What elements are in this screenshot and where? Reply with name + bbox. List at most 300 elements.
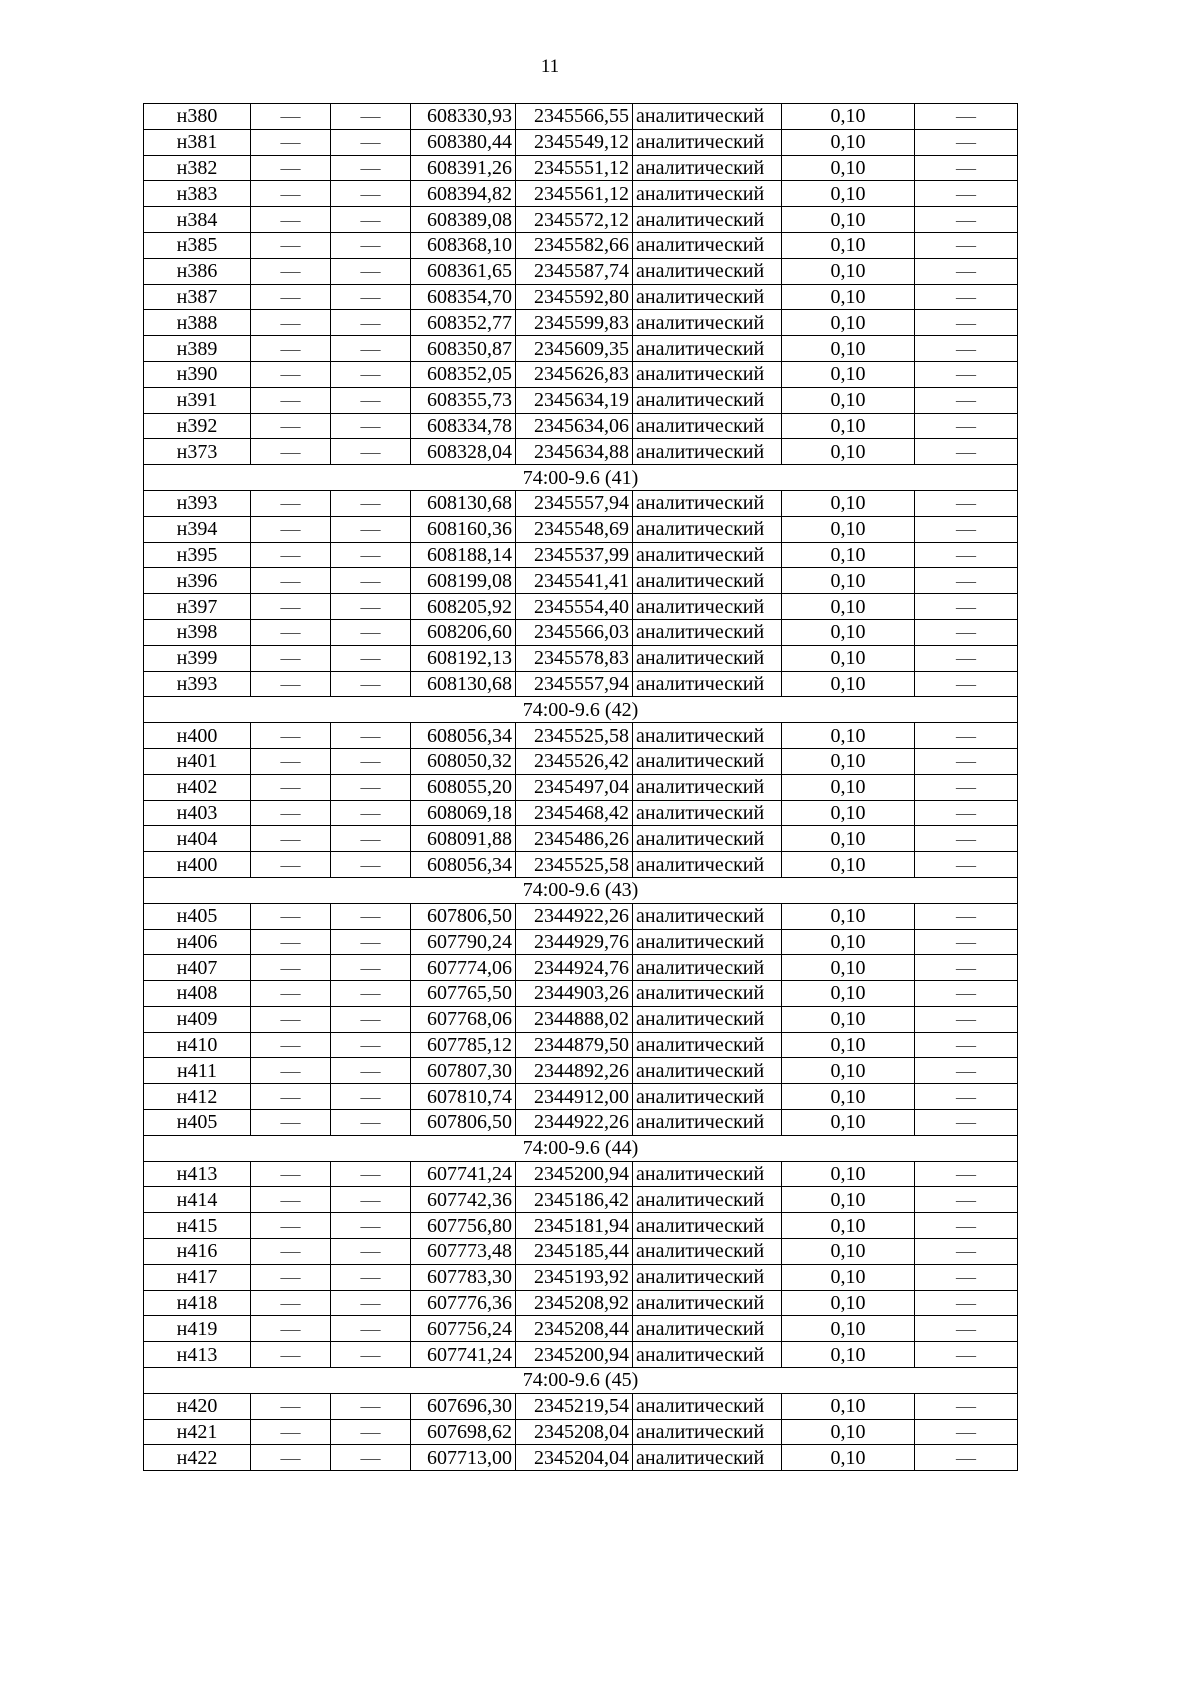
description-cell: — — [915, 439, 1018, 465]
x-coordinate-cell: 608352,05 — [411, 361, 516, 387]
old-y-cell: — — [331, 645, 411, 671]
old-x-cell: — — [251, 671, 331, 697]
method-cell: аналитический — [633, 181, 782, 207]
y-coordinate-cell: 2345497,04 — [516, 774, 633, 800]
description-cell: — — [915, 1006, 1018, 1032]
accuracy-cell: 0,10 — [782, 852, 915, 878]
y-coordinate-cell: 2345486,26 — [516, 826, 633, 852]
method-cell: аналитический — [633, 1445, 782, 1471]
point-name-cell: н414 — [144, 1187, 251, 1213]
y-coordinate-cell: 2345541,41 — [516, 568, 633, 594]
old-x-cell: — — [251, 645, 331, 671]
x-coordinate-cell: 607768,06 — [411, 1006, 516, 1032]
table-row — [144, 1084, 1018, 1110]
accuracy-cell: 0,10 — [782, 310, 915, 336]
y-coordinate-cell: 2345557,94 — [516, 671, 633, 697]
point-name-cell: н384 — [144, 207, 251, 233]
table-row — [144, 929, 1018, 955]
old-x-cell: — — [251, 1084, 331, 1110]
x-coordinate-cell: 607698,62 — [411, 1419, 516, 1445]
x-coordinate-cell: 608188,14 — [411, 542, 516, 568]
accuracy-cell: 0,10 — [782, 1032, 915, 1058]
accuracy-cell: 0,10 — [782, 1393, 915, 1419]
old-x-cell: — — [251, 1264, 331, 1290]
accuracy-cell: 0,10 — [782, 800, 915, 826]
section-title: 74:00-9.6 (41) — [144, 465, 1018, 491]
description-cell: — — [915, 929, 1018, 955]
x-coordinate-cell: 608055,20 — [411, 774, 516, 800]
table-row — [144, 748, 1018, 774]
method-cell: аналитический — [633, 800, 782, 826]
y-coordinate-cell: 2344912,00 — [516, 1084, 633, 1110]
accuracy-cell: 0,10 — [782, 1290, 915, 1316]
x-coordinate-cell: 607807,30 — [411, 1058, 516, 1084]
description-cell: — — [915, 1161, 1018, 1187]
old-y-cell: — — [331, 955, 411, 981]
x-coordinate-cell: 607756,24 — [411, 1316, 516, 1342]
old-y-cell: — — [331, 1058, 411, 1084]
old-y-cell: — — [331, 1445, 411, 1471]
point-name-cell: н421 — [144, 1419, 251, 1445]
description-cell: — — [915, 1290, 1018, 1316]
method-cell: аналитический — [633, 1239, 782, 1265]
table-row — [144, 1264, 1018, 1290]
accuracy-cell: 0,10 — [782, 1342, 915, 1368]
accuracy-cell: 0,10 — [782, 1110, 915, 1136]
table-row — [144, 774, 1018, 800]
old-x-cell: — — [251, 207, 331, 233]
x-coordinate-cell: 608130,68 — [411, 671, 516, 697]
description-cell: — — [915, 903, 1018, 929]
point-name-cell: н418 — [144, 1290, 251, 1316]
description-cell: — — [915, 232, 1018, 258]
table-row — [144, 155, 1018, 181]
table-row — [144, 1032, 1018, 1058]
old-y-cell: — — [331, 1290, 411, 1316]
old-y-cell: — — [331, 1316, 411, 1342]
method-cell: аналитический — [633, 1161, 782, 1187]
y-coordinate-cell: 2345208,04 — [516, 1419, 633, 1445]
table-row — [144, 439, 1018, 465]
x-coordinate-cell: 607756,80 — [411, 1213, 516, 1239]
method-cell: аналитический — [633, 413, 782, 439]
x-coordinate-cell: 608394,82 — [411, 181, 516, 207]
table-row — [144, 800, 1018, 826]
method-cell: аналитический — [633, 1006, 782, 1032]
old-x-cell: — — [251, 129, 331, 155]
method-cell: аналитический — [633, 619, 782, 645]
old-x-cell: — — [251, 1213, 331, 1239]
old-x-cell: — — [251, 490, 331, 516]
x-coordinate-cell: 607765,50 — [411, 981, 516, 1007]
y-coordinate-cell: 2345578,83 — [516, 645, 633, 671]
x-coordinate-cell: 607785,12 — [411, 1032, 516, 1058]
x-coordinate-cell: 608192,13 — [411, 645, 516, 671]
accuracy-cell: 0,10 — [782, 645, 915, 671]
old-x-cell: — — [251, 1032, 331, 1058]
accuracy-cell: 0,10 — [782, 258, 915, 284]
old-y-cell: — — [331, 258, 411, 284]
method-cell: аналитический — [633, 129, 782, 155]
old-x-cell: — — [251, 232, 331, 258]
y-coordinate-cell: 2345548,69 — [516, 516, 633, 542]
point-name-cell: н422 — [144, 1445, 251, 1471]
y-coordinate-cell: 2345566,03 — [516, 619, 633, 645]
old-x-cell: — — [251, 619, 331, 645]
y-coordinate-cell: 2345561,12 — [516, 181, 633, 207]
point-name-cell: н390 — [144, 361, 251, 387]
accuracy-cell: 0,10 — [782, 1445, 915, 1471]
table-row — [144, 1290, 1018, 1316]
description-cell: — — [915, 181, 1018, 207]
point-name-cell: н406 — [144, 929, 251, 955]
description-cell: — — [915, 774, 1018, 800]
old-y-cell: — — [331, 310, 411, 336]
table-row — [144, 516, 1018, 542]
old-y-cell: — — [331, 1239, 411, 1265]
method-cell: аналитический — [633, 826, 782, 852]
old-y-cell: — — [331, 490, 411, 516]
point-name-cell: н415 — [144, 1213, 251, 1239]
method-cell: аналитический — [633, 1419, 782, 1445]
y-coordinate-cell: 2345525,58 — [516, 723, 633, 749]
method-cell: аналитический — [633, 929, 782, 955]
y-coordinate-cell: 2345587,74 — [516, 258, 633, 284]
description-cell: — — [915, 516, 1018, 542]
section-title: 74:00-9.6 (44) — [144, 1135, 1018, 1161]
accuracy-cell: 0,10 — [782, 129, 915, 155]
accuracy-cell: 0,10 — [782, 413, 915, 439]
table-row — [144, 1239, 1018, 1265]
old-y-cell: — — [331, 723, 411, 749]
point-name-cell: н403 — [144, 800, 251, 826]
old-y-cell: — — [331, 1084, 411, 1110]
accuracy-cell: 0,10 — [782, 387, 915, 413]
description-cell: — — [915, 387, 1018, 413]
description-cell: — — [915, 336, 1018, 362]
point-name-cell: н401 — [144, 748, 251, 774]
accuracy-cell: 0,10 — [782, 284, 915, 310]
description-cell: — — [915, 155, 1018, 181]
accuracy-cell: 0,10 — [782, 1213, 915, 1239]
old-y-cell: — — [331, 516, 411, 542]
description-cell: — — [915, 723, 1018, 749]
x-coordinate-cell: 608205,92 — [411, 594, 516, 620]
description-cell: — — [915, 1316, 1018, 1342]
table-row — [144, 361, 1018, 387]
old-y-cell: — — [331, 542, 411, 568]
old-x-cell: — — [251, 1187, 331, 1213]
point-name-cell: н402 — [144, 774, 251, 800]
accuracy-cell: 0,10 — [782, 1187, 915, 1213]
y-coordinate-cell: 2344922,26 — [516, 1110, 633, 1136]
point-name-cell: н385 — [144, 232, 251, 258]
old-x-cell: — — [251, 1393, 331, 1419]
x-coordinate-cell: 607741,24 — [411, 1161, 516, 1187]
method-cell: аналитический — [633, 852, 782, 878]
y-coordinate-cell: 2344888,02 — [516, 1006, 633, 1032]
description-cell: — — [915, 955, 1018, 981]
section-header-row — [144, 697, 1018, 723]
y-coordinate-cell: 2345634,06 — [516, 413, 633, 439]
old-x-cell: — — [251, 155, 331, 181]
method-cell: аналитический — [633, 542, 782, 568]
accuracy-cell: 0,10 — [782, 336, 915, 362]
old-x-cell: — — [251, 1006, 331, 1032]
x-coordinate-cell: 608389,08 — [411, 207, 516, 233]
old-y-cell: — — [331, 903, 411, 929]
method-cell: аналитический — [633, 258, 782, 284]
point-name-cell: н373 — [144, 439, 251, 465]
old-y-cell: — — [331, 568, 411, 594]
point-name-cell: н392 — [144, 413, 251, 439]
table-row — [144, 104, 1018, 130]
accuracy-cell: 0,10 — [782, 671, 915, 697]
table-row — [144, 1419, 1018, 1445]
old-x-cell: — — [251, 1419, 331, 1445]
table-row — [144, 387, 1018, 413]
y-coordinate-cell: 2345566,55 — [516, 104, 633, 130]
method-cell: аналитический — [633, 645, 782, 671]
method-cell: аналитический — [633, 361, 782, 387]
old-y-cell: — — [331, 1161, 411, 1187]
accuracy-cell: 0,10 — [782, 207, 915, 233]
page-number: 11 — [540, 56, 560, 77]
accuracy-cell: 0,10 — [782, 1058, 915, 1084]
method-cell: аналитический — [633, 594, 782, 620]
x-coordinate-cell: 608050,32 — [411, 748, 516, 774]
method-cell: аналитический — [633, 207, 782, 233]
point-name-cell: н405 — [144, 903, 251, 929]
y-coordinate-cell: 2345186,42 — [516, 1187, 633, 1213]
point-name-cell: н407 — [144, 955, 251, 981]
old-y-cell: — — [331, 774, 411, 800]
description-cell: — — [915, 413, 1018, 439]
table-row — [144, 671, 1018, 697]
old-x-cell: — — [251, 104, 331, 130]
description-cell: — — [915, 594, 1018, 620]
description-cell: — — [915, 284, 1018, 310]
x-coordinate-cell: 607773,48 — [411, 1239, 516, 1265]
accuracy-cell: 0,10 — [782, 929, 915, 955]
y-coordinate-cell: 2345609,35 — [516, 336, 633, 362]
method-cell: аналитический — [633, 1264, 782, 1290]
method-cell: аналитический — [633, 981, 782, 1007]
point-name-cell: н396 — [144, 568, 251, 594]
method-cell: аналитический — [633, 310, 782, 336]
old-y-cell: — — [331, 929, 411, 955]
accuracy-cell: 0,10 — [782, 439, 915, 465]
method-cell: аналитический — [633, 1032, 782, 1058]
old-x-cell: — — [251, 439, 331, 465]
y-coordinate-cell: 2345554,40 — [516, 594, 633, 620]
old-x-cell: — — [251, 594, 331, 620]
old-y-cell: — — [331, 619, 411, 645]
point-name-cell: н411 — [144, 1058, 251, 1084]
method-cell: аналитический — [633, 104, 782, 130]
old-x-cell: — — [251, 826, 331, 852]
old-x-cell: — — [251, 723, 331, 749]
old-x-cell: — — [251, 929, 331, 955]
table-row — [144, 1110, 1018, 1136]
description-cell: — — [915, 852, 1018, 878]
old-y-cell: — — [331, 1187, 411, 1213]
old-y-cell: — — [331, 155, 411, 181]
description-cell: — — [915, 310, 1018, 336]
old-y-cell: — — [331, 1032, 411, 1058]
old-y-cell: — — [331, 413, 411, 439]
description-cell: — — [915, 981, 1018, 1007]
x-coordinate-cell: 607810,74 — [411, 1084, 516, 1110]
x-coordinate-cell: 608328,04 — [411, 439, 516, 465]
accuracy-cell: 0,10 — [782, 1161, 915, 1187]
old-y-cell: — — [331, 232, 411, 258]
method-cell: аналитический — [633, 516, 782, 542]
point-name-cell: н399 — [144, 645, 251, 671]
x-coordinate-cell: 607774,06 — [411, 955, 516, 981]
table-row — [144, 903, 1018, 929]
old-x-cell: — — [251, 413, 331, 439]
accuracy-cell: 0,10 — [782, 1006, 915, 1032]
point-name-cell: н405 — [144, 1110, 251, 1136]
old-y-cell: — — [331, 800, 411, 826]
point-name-cell: н408 — [144, 981, 251, 1007]
description-cell: — — [915, 645, 1018, 671]
x-coordinate-cell: 608056,34 — [411, 723, 516, 749]
old-x-cell: — — [251, 310, 331, 336]
method-cell: аналитический — [633, 284, 782, 310]
old-x-cell: — — [251, 1342, 331, 1368]
description-cell: — — [915, 1445, 1018, 1471]
x-coordinate-cell: 608380,44 — [411, 129, 516, 155]
description-cell: — — [915, 542, 1018, 568]
accuracy-cell: 0,10 — [782, 723, 915, 749]
table-row — [144, 1213, 1018, 1239]
table-row — [144, 181, 1018, 207]
table-row — [144, 1161, 1018, 1187]
description-cell: — — [915, 1264, 1018, 1290]
y-coordinate-cell: 2345592,80 — [516, 284, 633, 310]
method-cell: аналитический — [633, 955, 782, 981]
x-coordinate-cell: 608330,93 — [411, 104, 516, 130]
method-cell: аналитический — [633, 232, 782, 258]
section-header-row — [144, 1368, 1018, 1394]
table-row — [144, 490, 1018, 516]
table-row — [144, 826, 1018, 852]
old-y-cell: — — [331, 284, 411, 310]
old-y-cell: — — [331, 361, 411, 387]
x-coordinate-cell: 608199,08 — [411, 568, 516, 594]
old-x-cell: — — [251, 1239, 331, 1265]
old-x-cell: — — [251, 516, 331, 542]
x-coordinate-cell: 608206,60 — [411, 619, 516, 645]
method-cell: аналитический — [633, 336, 782, 362]
section-header-row — [144, 1135, 1018, 1161]
accuracy-cell: 0,10 — [782, 774, 915, 800]
description-cell: — — [915, 1110, 1018, 1136]
old-x-cell: — — [251, 1161, 331, 1187]
table-row — [144, 207, 1018, 233]
y-coordinate-cell: 2345204,04 — [516, 1445, 633, 1471]
description-cell: — — [915, 568, 1018, 594]
x-coordinate-cell: 608354,70 — [411, 284, 516, 310]
accuracy-cell: 0,10 — [782, 1264, 915, 1290]
x-coordinate-cell: 607783,30 — [411, 1264, 516, 1290]
x-coordinate-cell: 608091,88 — [411, 826, 516, 852]
y-coordinate-cell: 2345185,44 — [516, 1239, 633, 1265]
x-coordinate-cell: 608160,36 — [411, 516, 516, 542]
table-row — [144, 723, 1018, 749]
point-name-cell: н380 — [144, 104, 251, 130]
table-row — [144, 542, 1018, 568]
y-coordinate-cell: 2345551,12 — [516, 155, 633, 181]
table-row — [144, 619, 1018, 645]
old-x-cell: — — [251, 1445, 331, 1471]
old-y-cell: — — [331, 671, 411, 697]
old-x-cell: — — [251, 774, 331, 800]
description-cell: — — [915, 1058, 1018, 1084]
table-row — [144, 981, 1018, 1007]
table-row — [144, 645, 1018, 671]
y-coordinate-cell: 2345208,92 — [516, 1290, 633, 1316]
old-x-cell: — — [251, 542, 331, 568]
y-coordinate-cell: 2345200,94 — [516, 1161, 633, 1187]
point-name-cell: н394 — [144, 516, 251, 542]
description-cell: — — [915, 619, 1018, 645]
old-x-cell: — — [251, 748, 331, 774]
x-coordinate-cell: 608368,10 — [411, 232, 516, 258]
method-cell: аналитический — [633, 1342, 782, 1368]
old-x-cell: — — [251, 903, 331, 929]
description-cell: — — [915, 207, 1018, 233]
old-x-cell: — — [251, 568, 331, 594]
table-row — [144, 336, 1018, 362]
description-cell: — — [915, 1187, 1018, 1213]
x-coordinate-cell: 608130,68 — [411, 490, 516, 516]
accuracy-cell: 0,10 — [782, 542, 915, 568]
old-x-cell: — — [251, 361, 331, 387]
point-name-cell: н398 — [144, 619, 251, 645]
old-y-cell: — — [331, 852, 411, 878]
accuracy-cell: 0,10 — [782, 955, 915, 981]
accuracy-cell: 0,10 — [782, 490, 915, 516]
method-cell: аналитический — [633, 748, 782, 774]
table-body — [144, 104, 1018, 1471]
old-x-cell: — — [251, 1110, 331, 1136]
table-row — [144, 568, 1018, 594]
point-name-cell: н388 — [144, 310, 251, 336]
y-coordinate-cell: 2345468,42 — [516, 800, 633, 826]
old-x-cell: — — [251, 1290, 331, 1316]
accuracy-cell: 0,10 — [782, 568, 915, 594]
section-title: 74:00-9.6 (45) — [144, 1368, 1018, 1394]
method-cell: аналитический — [633, 671, 782, 697]
y-coordinate-cell: 2345537,99 — [516, 542, 633, 568]
description-cell: — — [915, 129, 1018, 155]
description-cell: — — [915, 826, 1018, 852]
table-row — [144, 1187, 1018, 1213]
y-coordinate-cell: 2345200,94 — [516, 1342, 633, 1368]
y-coordinate-cell: 2345599,83 — [516, 310, 633, 336]
method-cell: аналитический — [633, 1213, 782, 1239]
point-name-cell: н400 — [144, 723, 251, 749]
point-name-cell: н386 — [144, 258, 251, 284]
table-row — [144, 1445, 1018, 1471]
method-cell: аналитический — [633, 1058, 782, 1084]
y-coordinate-cell: 2345634,19 — [516, 387, 633, 413]
table-row — [144, 1342, 1018, 1368]
old-x-cell: — — [251, 336, 331, 362]
